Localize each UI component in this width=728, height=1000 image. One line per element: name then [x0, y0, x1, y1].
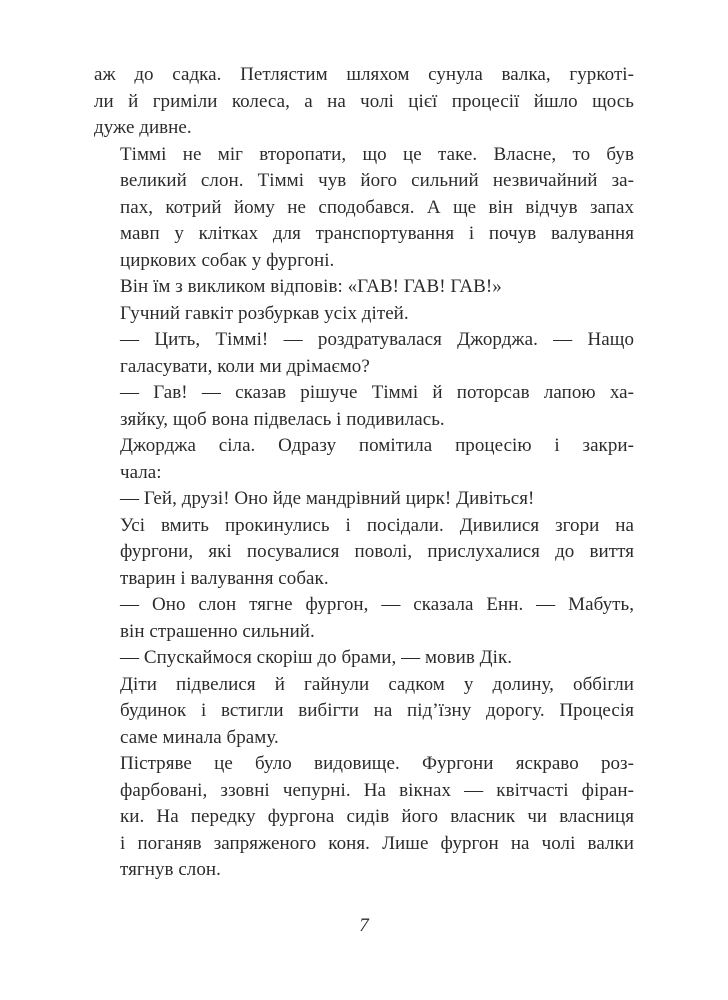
paragraph — [94, 380, 634, 433]
text-line: Усі вмить прокинулись і посідали. Дивилися згори на — [120, 514, 634, 536]
paragraph — [94, 301, 634, 328]
text-line: будинок і встигли вибігти на під’їзну дорогу. Процесія — [120, 700, 634, 721]
text-line: Тіммі не міг второпати, що це таке. Власне, то був — [120, 143, 634, 165]
text-line: Джорджа сіла. Одразу помітила процесію і закри- — [120, 435, 634, 456]
text-line: пах, котрий йому не сподобався. А ще він відчув запах — [120, 196, 634, 218]
text-line: галасувати, коли ми дрімаємо? — [120, 355, 370, 377]
paragraph — [94, 62, 634, 142]
paragraph — [94, 142, 634, 275]
text-line: Він їм з викликом відповів: «ГАВ! ГАВ! ГАВ!» — [120, 276, 502, 297]
text-line: тягнув слон. — [120, 859, 221, 880]
text-line: саме минала браму. — [120, 726, 279, 748]
text-line: ли й гриміли колеса, а на чолі цієї процесії йшло щось — [94, 90, 634, 112]
text-line: — Спускаймося скоріш до брами, — мовив Дік. — [120, 647, 513, 668]
paragraph — [94, 513, 634, 593]
text-line: Пістряве це було видовище. Фургони яскраво роз- — [120, 753, 634, 774]
text-line: фарбовані, ззовні чепурні. На вікнах — квітчасті фіран- — [120, 779, 634, 801]
text-line: Гучний гавкіт розбуркав усіх дітей. — [120, 302, 409, 324]
paragraph — [94, 433, 634, 486]
text-line: ки. На передку фургона сидів його власник чи власниця — [120, 806, 634, 827]
paragraph — [94, 645, 634, 672]
text-line: — Оно слон тягне фургон, — сказала Енн. — Мабуть, — [120, 594, 634, 615]
paragraph — [94, 751, 634, 884]
page-number: 7 — [359, 915, 369, 936]
text-line: дуже дивне. — [94, 117, 192, 138]
text-line: чала: — [120, 461, 162, 483]
text-line: фургони, які посувалися поволі, прислухалися до виття — [120, 541, 634, 562]
book-page-text — [94, 62, 634, 884]
text-line: і поганяв запряженого коня. Лише фургон на чолі валки — [120, 832, 634, 854]
text-line: — Гав! — сказав рішуче Тіммі й поторсав лапою ха- — [120, 382, 634, 403]
paragraph — [94, 274, 634, 301]
text-line: тварин і валування собак. — [120, 567, 329, 589]
text-line: — Цить, Тіммі! — роздратувалася Джорджа. — Нащо — [120, 329, 634, 350]
paragraph — [94, 592, 634, 645]
text-line: циркових собак у фургоні. — [120, 249, 335, 271]
paragraph — [94, 327, 634, 380]
text-line: великий слон. Тіммі чув його сильний незвичайний за- — [120, 170, 634, 191]
text-line: зяйку, щоб вона підвелась і подивилась. — [120, 408, 445, 430]
text-line: — Гей, друзі! Оно йде мандрівний цирк! Дивіться! — [120, 488, 535, 509]
text-line: Діти підвелися й гайнули садком у долину, оббігли — [120, 673, 634, 695]
text-line: мавп у клітках для транспортування і почув валування — [120, 223, 634, 244]
text-line: він страшенно сильний. — [120, 620, 315, 642]
paragraph — [94, 672, 634, 752]
paragraph — [94, 486, 634, 513]
text-line: аж до садка. Петлястим шляхом сунула валка, гуркоті- — [94, 64, 634, 85]
